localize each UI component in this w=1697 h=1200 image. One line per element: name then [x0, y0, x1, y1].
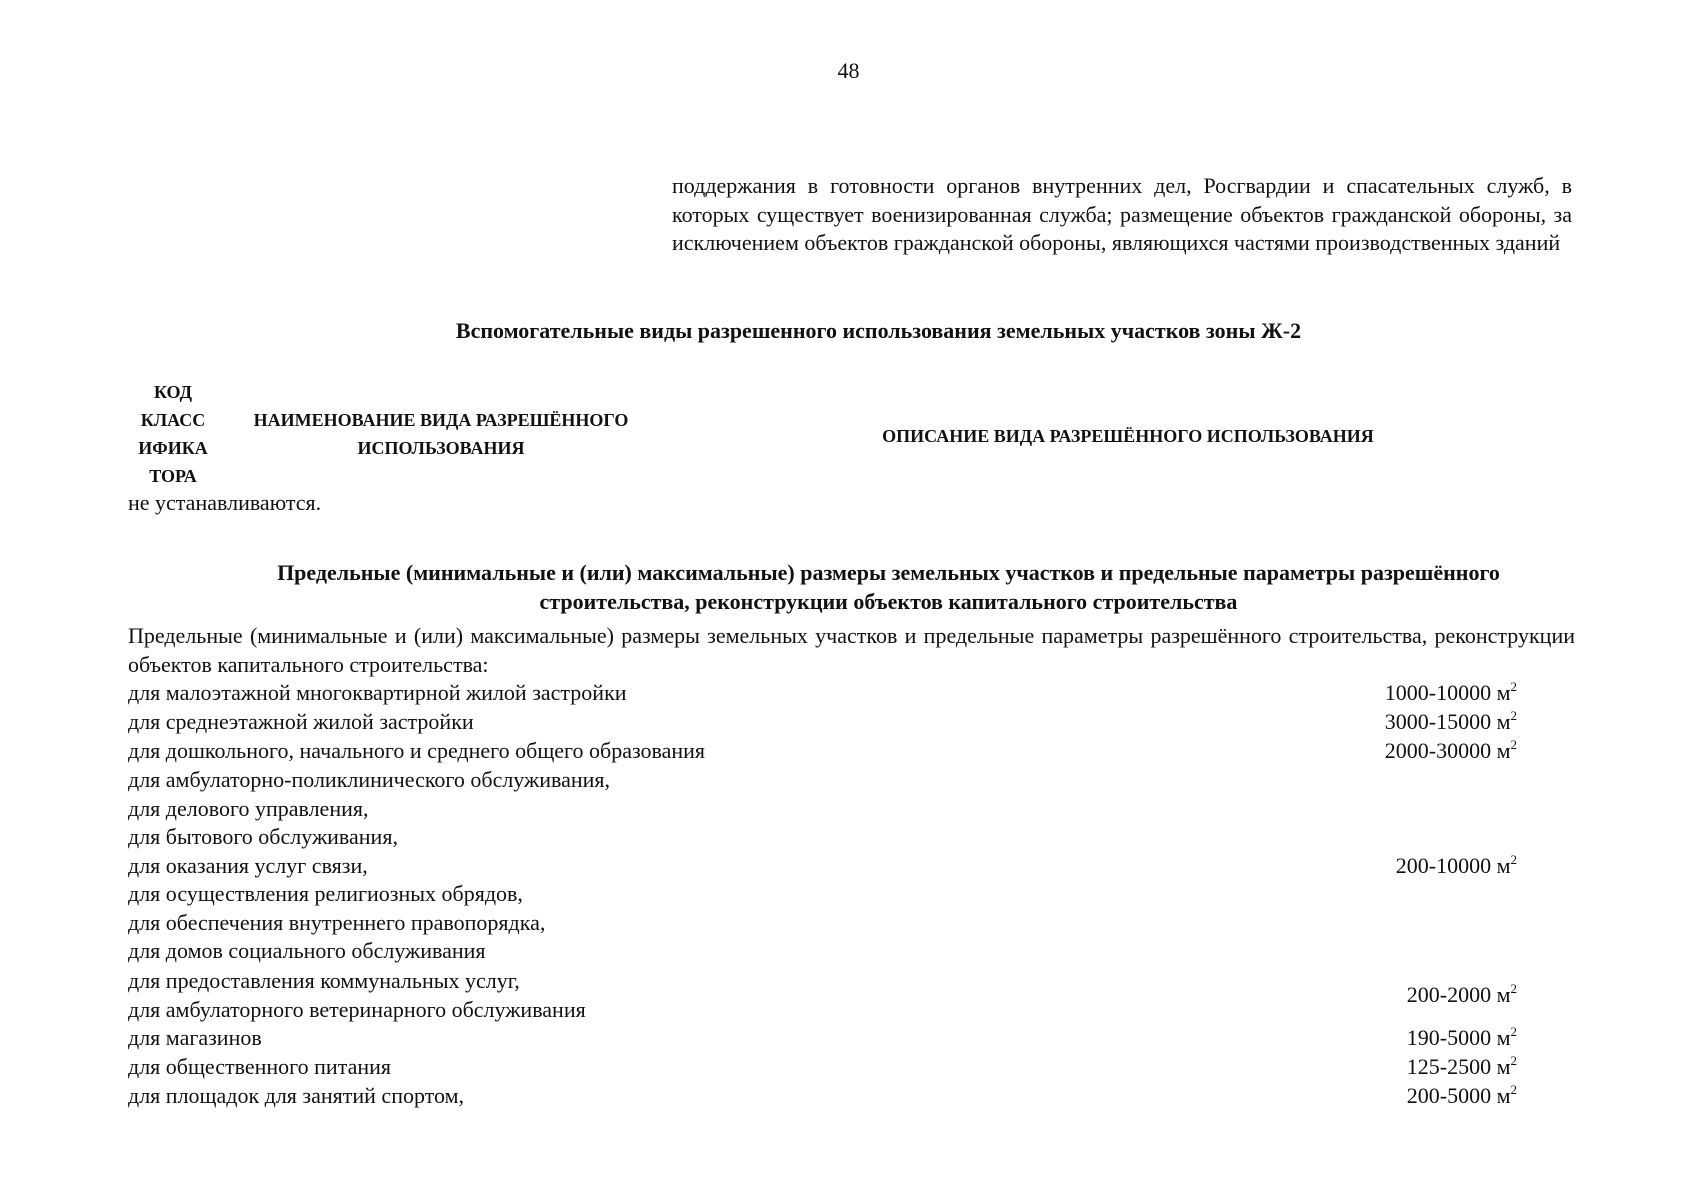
row-line: для амбулаторного ветеринарного обслуживания: [128, 996, 586, 1022]
limit-row-label: [128, 1053, 391, 1082]
name-header-line: НАИМЕНОВАНИЕ ВИДА РАЗРЕШЁННОГО: [253, 410, 629, 430]
code-header-line: КОД: [153, 382, 193, 402]
row-line: для домов социального обслуживания: [128, 938, 486, 963]
limits-heading-line: строительства, реконструкции объектов капитального строительства: [539, 589, 1238, 614]
value-text: 190-5000 м: [1406, 1025, 1511, 1050]
table-header-code: [128, 378, 218, 490]
limit-row-label: [128, 737, 705, 766]
limit-row-value: [1407, 1053, 1517, 1082]
value-text: 2000-30000 м: [1384, 738, 1511, 763]
limit-row-value: [1385, 737, 1517, 766]
code-header-line: КЛАСС: [140, 410, 206, 430]
unit-superscript: 2: [1510, 1024, 1517, 1039]
limit-row-label: [128, 679, 627, 708]
not-set-text: не устанавливаются.: [128, 490, 322, 515]
row-line: для предоставления коммунальных услуг,: [128, 968, 520, 993]
row-line: для площадок для занятий спортом,: [128, 1083, 465, 1108]
value-text: 1000-10000 м: [1384, 680, 1511, 705]
unit-superscript: 2: [1510, 852, 1517, 867]
row-line: для среднеэтажной жилой застройки: [128, 709, 474, 734]
limit-row-label: [128, 1024, 262, 1053]
value-text: 3000-15000 м: [1384, 709, 1511, 734]
limit-row-label: [128, 1082, 464, 1111]
limit-row-value: [1396, 852, 1517, 881]
row-line: для магазинов: [128, 1025, 262, 1050]
row-line: для осуществления религиозных обрядов,: [128, 881, 523, 906]
limits-heading: [40, 558, 1697, 616]
row-line: для дошкольного, начального и среднего общего образования: [128, 738, 706, 763]
limits-intro-paragraph: Предельные (минимальные и (или) максимальные) размеры земельных участков и предельные параметры разрешённого строительства, реконструкции объектов капитального строительства:: [128, 623, 1575, 677]
row-line: для делового управления,: [128, 795, 369, 821]
limit-row-value: [1385, 708, 1517, 737]
limits-heading-line: Предельные (минимальные и (или) максимальные) размеры земельных участков и предельные параметры разрешённого: [277, 560, 1500, 585]
row-line: для обеспечения внутреннего правопорядка,: [128, 909, 546, 935]
row-line: для малоэтажной многоквартирной жилой застройки: [128, 680, 627, 705]
limit-row-label: [128, 967, 586, 1024]
unit-superscript: 2: [1510, 737, 1517, 752]
unit-superscript: 2: [1510, 1082, 1517, 1097]
code-header-line: ТОРА: [149, 466, 197, 486]
limit-row-value: [1407, 981, 1517, 1010]
limit-row-label: [128, 766, 610, 966]
value-text: 200-2000 м: [1406, 982, 1511, 1007]
table-header-name: [236, 406, 646, 462]
row-line: для амбулаторно-поликлинического обслуживания,: [128, 767, 611, 792]
code-header-line: ИФИКА: [138, 438, 208, 458]
value-text: 200-10000 м: [1395, 853, 1511, 878]
row-line: для оказания услуг связи,: [128, 852, 368, 878]
limit-row-value: [1407, 1082, 1517, 1111]
value-text: 125-2500 м: [1406, 1054, 1511, 1079]
page-number: 48: [837, 58, 860, 83]
limit-row-label: [128, 708, 474, 737]
unit-superscript: 2: [1510, 1053, 1517, 1068]
continued-paragraph: поддержания в готовности органов внутренних дел, Росгвардии и спасательных служб, в которых существует военизированная служба; размещение объектов гражданской обороны, за исключением объектов гражданской обороны, являющихся частями производственных зданий: [672, 173, 1572, 255]
row-line: для бытового обслуживания,: [128, 824, 398, 849]
unit-superscript: 2: [1510, 981, 1517, 996]
row-line: для общественного питания: [128, 1054, 392, 1079]
limit-row-value: [1385, 679, 1517, 708]
name-header-line: ИСПОЛЬЗОВАНИЯ: [357, 438, 525, 458]
value-text: 200-5000 м: [1406, 1083, 1511, 1108]
auxiliary-uses-heading: Вспомогательные виды разрешенного использования земельных участков зоны Ж-2: [455, 318, 1302, 343]
unit-superscript: 2: [1510, 679, 1517, 694]
unit-superscript: 2: [1510, 708, 1517, 723]
table-header-description: ОПИСАНИЕ ВИДА РАЗРЕШЁННОГО ИСПОЛЬЗОВАНИЯ: [882, 426, 1374, 446]
limit-row-value: [1407, 1024, 1517, 1053]
